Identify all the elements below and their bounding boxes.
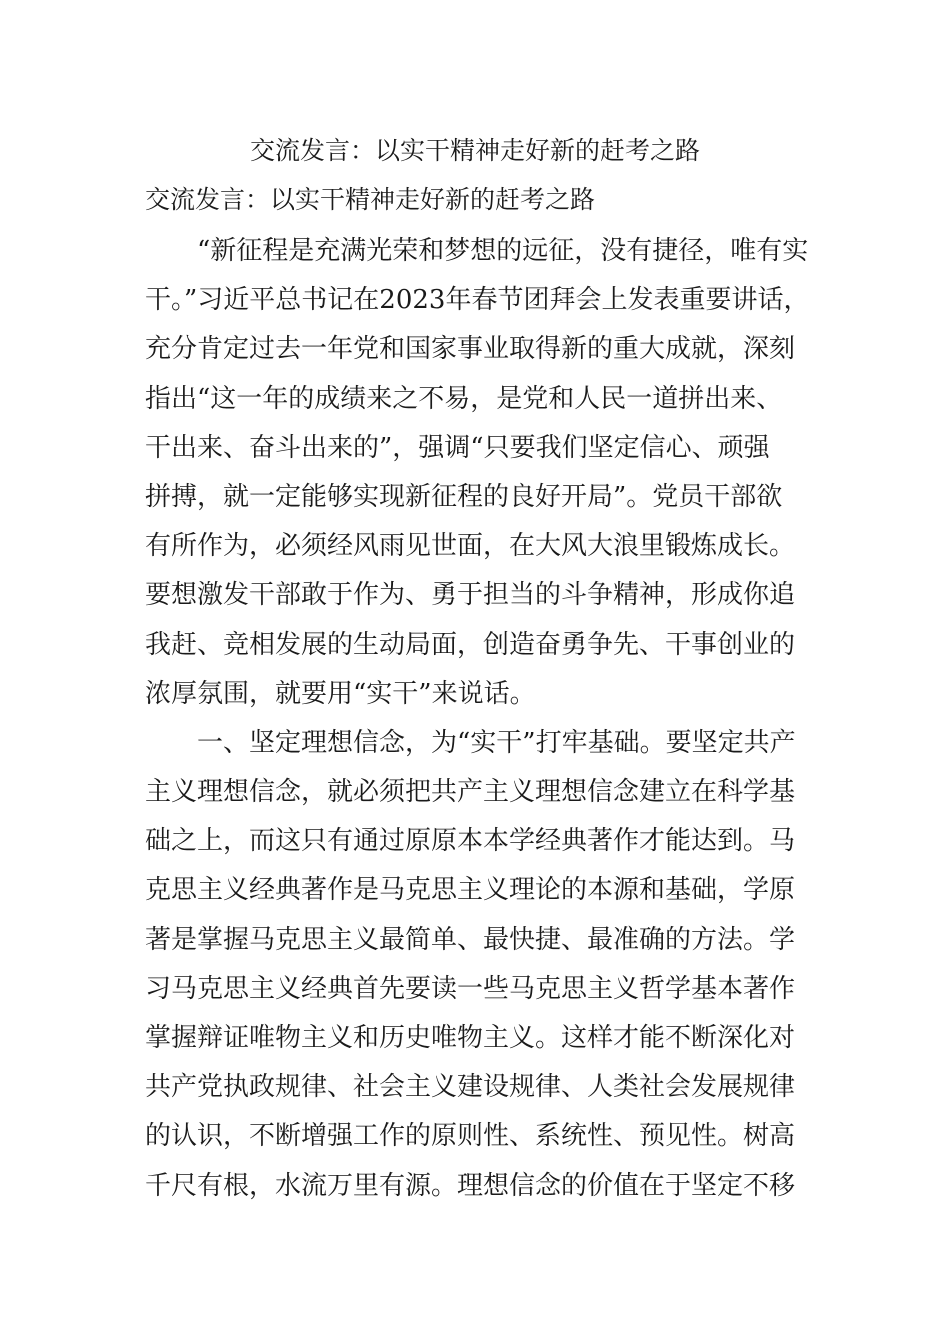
paragraph-line: 著是掌握马克思主义最简单、最快捷、最准确的方法。学 xyxy=(145,924,796,955)
paragraph-line: 千尺有根，水流万里有源。理想信念的价值在于坚定不移 xyxy=(145,1170,796,1201)
paragraph-line: 一、坚定理想信念，为“实干”打牢基础。要坚定共产 xyxy=(197,727,796,758)
paragraph-line: 习马克思主义经典首先要读一些马克思主义哲学基本著作 xyxy=(145,973,796,1004)
paragraph-line: “新征程是充满光荣和梦想的远征，没有捷径，唯有实 xyxy=(197,236,809,266)
paragraph-intro xyxy=(145,231,845,723)
paragraph-section-one xyxy=(145,723,845,1215)
paragraph-line: 充分肯定过去一年党和国家事业取得新的重大成就，深刻 xyxy=(145,334,796,365)
paragraph-line: 础之上，而这只有通过原原本本学经典著作才能达到。马 xyxy=(145,826,796,857)
paragraph-line: 浓厚氛围，就要用“实干”来说话。 xyxy=(145,678,536,709)
paragraph-line: 我赶、竞相发展的生动局面，创造奋勇争先、干事创业的 xyxy=(145,629,796,660)
paragraph-line: 有所作为，必须经风雨见世面，在大风大浪里锻炼成长。 xyxy=(145,531,796,562)
paragraph-line: 共产党执政规律、社会主义建设规律、人类社会发展规律 xyxy=(145,1072,796,1103)
paragraph-line: 指出“这一年的成绩来之不易，是党和人民一道拼出来、 xyxy=(145,383,783,414)
paragraph-line: 主义理想信念，就必须把共产主义理想信念建立在科学基 xyxy=(145,777,796,808)
paragraph-line: 拼搏，就一定能够实现新征程的良好开局”。党员干部欲 xyxy=(145,481,783,512)
document-body xyxy=(145,231,845,1215)
paragraph-line: 干。”习近平总书记在2023年春节团拜会上发表重要讲话， xyxy=(145,285,810,316)
paragraph-line: 克思主义经典著作是马克思主义理论的本源和基础，学原 xyxy=(145,875,796,906)
paragraph-line: 干出来、奋斗出来的”，强调“只要我们坚定信心、顽强 xyxy=(145,432,770,463)
paragraph-line: 的认识，不断增强工作的原则性、系统性、预见性。树高 xyxy=(145,1121,796,1152)
paragraph-line: 掌握辩证唯物主义和历史唯物主义。这样才能不断深化对 xyxy=(145,1023,796,1053)
document-title: 交流发言：以实干精神走好新的赶考之路 xyxy=(249,136,700,165)
paragraph-line: 要想激发干部敢于作为、勇于担当的斗争精神，形成你追 xyxy=(145,580,796,611)
document-subtitle: 交流发言：以实干精神走好新的赶考之路 xyxy=(145,185,596,214)
